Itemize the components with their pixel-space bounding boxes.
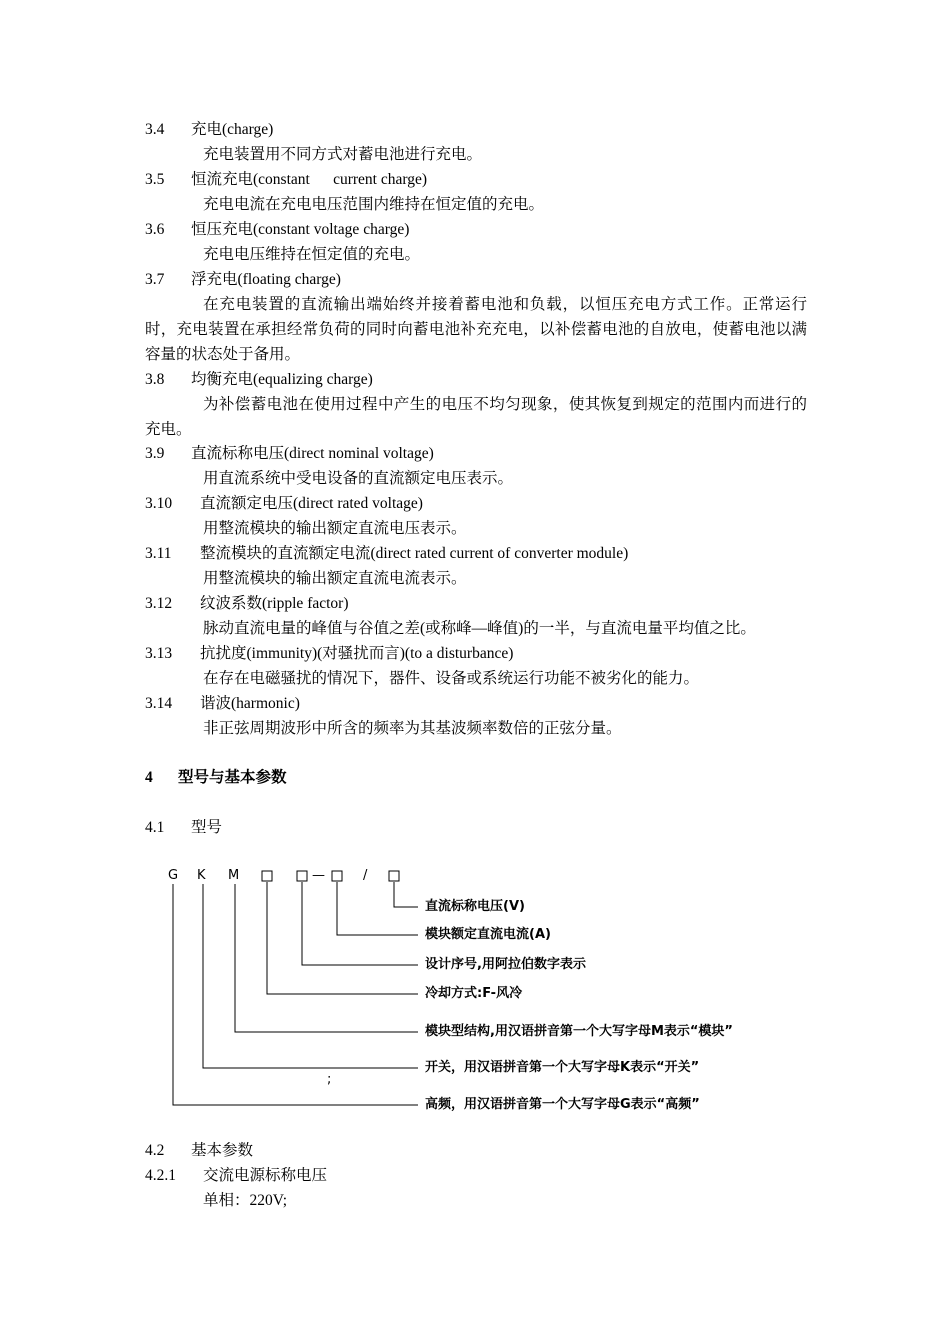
section-number: 3.14 (145, 695, 173, 712)
section-3-9-body: 用直流系统中受电设备的直流额定电压表示。 (203, 470, 514, 487)
section-title: 型号 (191, 819, 223, 836)
section-title: 充电(charge) (191, 121, 274, 138)
section-4-2-1-body: 单相：220V; (203, 1192, 288, 1209)
section-number: 3.4 (145, 121, 165, 138)
section-number: 3.8 (145, 371, 165, 388)
leader-voltage (394, 882, 418, 907)
section-title: 基本参数 (191, 1142, 254, 1159)
label-rated-voltage: 直流标称电压(V) (425, 899, 525, 914)
section-number: 3.12 (145, 595, 173, 612)
section-3-10-body: 用整流模块的输出额定直流电压表示。 (203, 520, 467, 537)
chapter-number: 4 (145, 769, 153, 786)
section-number: 3.6 (145, 221, 165, 238)
section-3-7-body: 在充电装置的直流输出端始终并接着蓄电池和负载，以恒压充电方式工作。正常运行时，充电装置在承担经常负荷的同时向蓄电池补充充电，以补偿蓄电池的自放电，使蓄电池以满容量的状态处于备用。 (145, 296, 807, 363)
section-title: 谐波(harmonic) (200, 695, 300, 712)
section-3-14-body: 非正弦周期波形中所含的频率为其基波频率数倍的正弦分量。 (203, 720, 622, 737)
section-3-8-body: 为补偿蓄电池在使用过程中产生的电压不均匀现象，使其恢复到规定的范围内而进行的充电。 (145, 396, 807, 438)
section-number: 3.9 (145, 445, 165, 462)
section-number: 3.13 (145, 645, 173, 662)
section-3-11-body: 用整流模块的输出额定直流电流表示。 (203, 570, 467, 587)
code-letter-k: K (197, 868, 206, 883)
placeholder-box-current (332, 871, 342, 881)
section-title: 纹波系数(ripple factor) (200, 595, 349, 612)
section-3-13-body: 在存在电磁骚扰的情况下，器件、设备或系统运行功能不被劣化的能力。 (203, 670, 700, 687)
stray-semicolon: ; (327, 1072, 332, 1087)
section-3-6-body: 充电电压维持在恒定值的充电。 (203, 246, 421, 263)
section-number: 3.11 (145, 545, 172, 562)
leader-cooling (267, 882, 418, 994)
leader-module (235, 884, 418, 1032)
label-cooling-method: 冷却方式:F-风冷 (425, 986, 523, 1001)
section-title: 整流模块的直流额定电流(direct rated current of converter module) (200, 545, 629, 562)
label-design-number: 设计序号,用阿拉伯数字表示 (425, 957, 586, 972)
code-letter-m: M (228, 868, 240, 883)
section-3-5-body: 充电电流在充电电压范围内维持在恒定值的充电。 (203, 196, 545, 213)
code-letter-g: G (168, 868, 179, 883)
section-number: 4.1 (145, 819, 165, 836)
section-number: 4.2.1 (145, 1167, 176, 1184)
section-title: 浮充电(floating charge) (191, 271, 341, 288)
label-rated-current: 模块额定直流电流(A) (425, 927, 551, 942)
label-module-structure: 模块型结构,用汉语拼音第一个大写字母M表示“模块” (425, 1024, 733, 1039)
chapter-4-heading (145, 768, 445, 788)
placeholder-box-cooling (262, 871, 272, 881)
section-title: 直流额定电压(direct rated voltage) (200, 495, 423, 512)
section-title: 抗扰度(immunity)(对骚扰而言)(to a disturbance) (200, 645, 514, 662)
section-3-4-body: 充电装置用不同方式对蓄电池进行充电。 (203, 146, 483, 163)
section-title: 交流电源标称电压 (203, 1167, 328, 1184)
code-dash: — (312, 868, 325, 883)
section-title: 直流标称电压(direct nominal voltage) (191, 445, 434, 462)
section-number: 3.7 (145, 271, 165, 288)
section-3-12-body: 脉动直流电量的峰值与谷值之差(或称峰—峰值)的一半，与直流电量平均值之比。 (203, 620, 756, 637)
section-number: 4.2 (145, 1142, 165, 1159)
label-switch: 开关，用汉语拼音第一个大写字母K表示“开关” (425, 1060, 700, 1075)
section-title: 恒压充电(constant voltage charge) (191, 221, 410, 238)
label-high-frequency: 高频，用汉语拼音第一个大写字母G表示“高频” (425, 1097, 700, 1112)
placeholder-box-design (297, 871, 307, 881)
section-title: 恒流充电(constant current charge) (191, 171, 428, 188)
leader-design (302, 882, 418, 965)
leader-current (337, 882, 418, 935)
section-title: 均衡充电(equalizing charge) (191, 371, 373, 388)
placeholder-box-voltage (389, 871, 399, 881)
code-slash: / (363, 868, 368, 883)
model-code-diagram (160, 862, 800, 1122)
section-number: 3.10 (145, 495, 173, 512)
chapter-title: 型号与基本参数 (178, 769, 287, 786)
section-number: 3.5 (145, 171, 165, 188)
